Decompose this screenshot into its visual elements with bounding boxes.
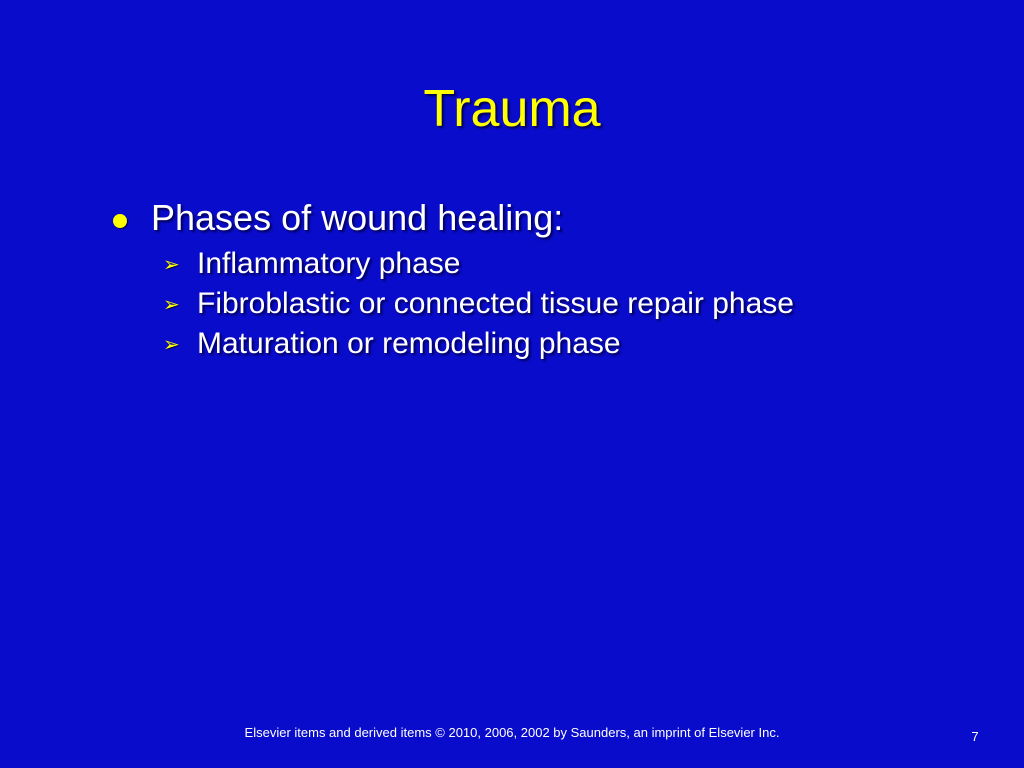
slide-footer: Elsevier items and derived items © 2010, 2006, 2002 by Saunders, an imprint of Elsevier Inc. bbox=[244, 725, 780, 740]
sub-bullet-item-maturation bbox=[163, 325, 621, 363]
bullet-text: Phases of wound healing: bbox=[151, 197, 564, 238]
round-bullet-icon bbox=[113, 214, 127, 228]
sub-bullet-text: Inflammatory phase bbox=[197, 247, 461, 280]
arrowhead-bullet-icon: ➢ bbox=[163, 333, 180, 356]
slide-title: Trauma bbox=[423, 80, 601, 138]
arrowhead-bullet-icon: ➢ bbox=[163, 293, 180, 316]
sub-bullet-text: Maturation or remodeling phase bbox=[197, 327, 621, 360]
sub-bullet-item-fibroblastic bbox=[163, 285, 794, 323]
arrowhead-bullet-icon: ➢ bbox=[163, 253, 180, 276]
sub-bullet-text: Fibroblastic or connected tissue repair phase bbox=[197, 287, 794, 320]
page-number: 7 bbox=[971, 729, 979, 744]
sub-bullet-item-inflammatory bbox=[163, 245, 460, 283]
bullet-item-phases bbox=[113, 196, 563, 240]
